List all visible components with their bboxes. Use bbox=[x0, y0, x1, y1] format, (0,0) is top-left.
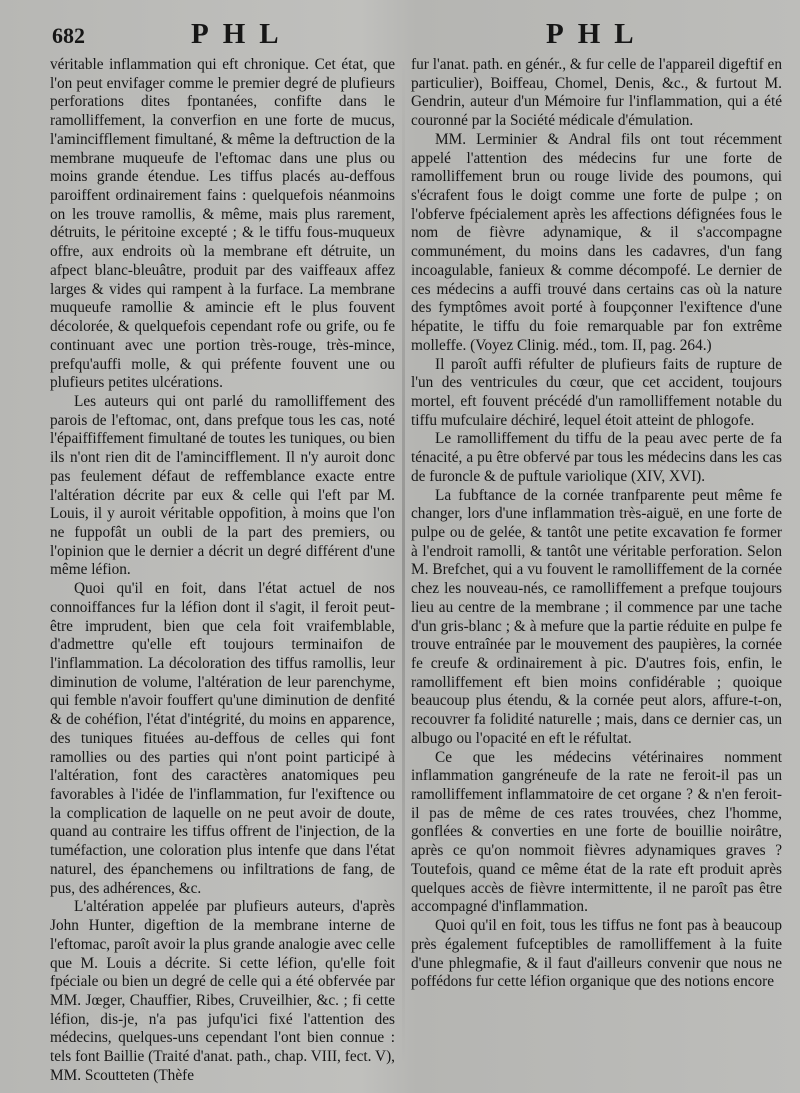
left-page-header bbox=[52, 18, 400, 58]
page-number: 682 bbox=[52, 23, 85, 48]
paragraph: Quoi qu'il en foit, tous les tiffus ne font pas à beaucoup près également fufceptibles de ramolliffement à la fuite d'une phlegmafie, & il faut d'ailleurs convenir que nous ne poffédons fur cette léfion organique que des notions encore bbox=[411, 917, 782, 991]
paragraph: véritable inflammation qui eft chronique. Cet état, que l'on peut envifager comme le premier degré de plufieurs perforations dites fpontanées, confifte dans le ramolliffement, la converfion en une forte de mucus, l'amincifflement fimultané, & même la deftruction de la membrane muqueufe de l'eftomac dans une plus ou moins grande étendue. Les tiffus placés au-deffous paroiffent ordinairement fains : quelquefois néanmoins on les trouve ramollis, & même, mais plus rarement, détruits, le péritoine excepté ; & le tiffu fous-muqueux offre, aux endroits où la membrane eft détruite, un afpect blanc-bleuâtre, produit par des vaiffeaux affez larges & vides qui rampent à la furface. La membrane muqueufe ramollie & amincie eft le plus fouvent décolorée, & quelquefois cependant rofe ou grife, ou fe continuant avec une portion très-rouge, très-mince, prefqu'auffi molle, & qui préfente fouvent une ou plufieurs petites ulcérations. bbox=[50, 56, 395, 392]
left-text-column bbox=[50, 56, 395, 1086]
paragraph: L'altération appelée par plufieurs auteurs, d'après John Hunter, digeftion de la membrane interne de l'eftomac, paroît avoir la plus grande analogie avec celle que M. Louis a décrite. Si cette léfion, qu'elle foit fpéciale ou bien un degré de celle qui a été obfervée par MM. Jœger, Chauffier, Ribes, Cruveilhier, &c. ; fi cette léfion, dis-je, n'a pas jufqu'ici fixé l'attention des médecins, quelques-uns cependant l'ont bien connue : tels font Baillie (Traité d'anat. path., chap. VIII, fect. V), MM. Scoutteten (Thèfe bbox=[50, 898, 395, 1084]
paragraph: Quoi qu'il en foit, dans l'état actuel de nos connoiffances fur la léfion dont il s'agit, il feroit peut-être imprudent, bien que cela foit vraifemblable, d'admettre qu'elle eft toujours terminaifon de l'inflammation. La décoloration des tiffus ramollis, leur diminution de volume, l'altération de leur parenchyme, qui femble n'avoir fouffert qu'une diminution de denfité & de cohéfion, l'état d'intégrité, du moins en apparence, des tuniques fituées au-deffous de celles qui font ramollies ou des parties qui n'ont point participé à l'altération, font des caractères anatomiques peu favorables à l'idée de l'inflammation, fur l'exiftence ou la complication de laquelle on ne peut avoir de doute, quand au contraire les tiffus offrent de l'injection, de la tuméfaction, une coloration plus intenfe que dans l'état naturel, des épanchemens ou infiltrations de fang, de pus, des adhérences, &c. bbox=[50, 580, 395, 897]
column-gutter bbox=[402, 56, 405, 1066]
paragraph: MM. Lerminier & Andral fils ont tout récemment appelé l'attention des médecins fur une forte de ramolliffement brun ou rouge livide des poumons, qui s'écrafent fous le doigt comme une forte de pulpe ; on l'obferve fpécialement après les affections défignées fous le nom de fièvre adynamique, & il s'accompagne communément, du moins dans les cadavres, d'un fang incoagulable, fanieux & comme décompofé. Le dernier de ces médecins a auffi trouvé dans certains cas où la nature des fymptômes avoit porté à foupçonner l'exiftence d'une hépatite, le tiffu du foie remarquable par fon extrême molleffe. (Voyez Clinig. méd., tom. II, pag. 264.) bbox=[411, 130, 782, 354]
paragraph: Il paroît auffi réfulter de plufieurs faits de rupture de l'un des ventricules du cœur, que cet accident, toujours mortel, eft fouvent précédé d'un ramolliffement notable du tiffu mufculaire déchiré, lequel étoit atteint de phlogofe. bbox=[411, 355, 782, 429]
paragraph: La fubftance de la cornée tranfparente peut même fe changer, lors d'une inflammation très-aiguë, en une forte de pulpe ou de gelée, & tantôt une petite excavation fe former à l'endroit ramolli, & tantôt une véritable perforation. Selon M. Brefchet, qui a vu fouvent le ramolliffement de la cornée chez les nouveau-nés, ce ramolliffement a prefque toujours lieu au centre de la membrane ; il commence par une tache d'un gris-blanc ; & à mefure que la partie réduite en pulpe fe trouve entraînée par le mouvement des paupières, la cornée fe creufe & ordinairement à pic. D'autres fois, enfin, le ramolliffement eft bien moins confidérable ; quoique beaucoup plus étendu, & la cornée peut alors, affure-t-on, recouvrer fa folidité naturelle ; mais, dans ce dernier cas, un albugo ou l'opacité en eft le réfultat. bbox=[411, 486, 782, 747]
right-text-column bbox=[411, 56, 782, 992]
running-head-left: PHL bbox=[191, 18, 293, 50]
paragraph: Le ramolliffement du tiffu de la peau avec perte de fa ténacité, a pu être obfervé par tous les médecins dans les cas de furoncle & de puftule variolique (XIV, XVI). bbox=[411, 430, 782, 485]
right-page-header bbox=[412, 18, 780, 58]
paragraph: Les auteurs qui ont parlé du ramolliffement des parois de l'eftomac, ont, dans prefque tous les cas, noté l'épaiffiffement fimultané de toutes les tuniques, ou bien ils n'ont rien dit de l'amincifflement. Il n'y auroit donc pas feulement défaut de reffemblance exacte entre l'altération décrite par eux & celle qui l'eft par M. Louis, il y auroit véritable oppofition, à moins que l'on ne fuppofât un oubli de la part des premiers, ou l'opinion que le dernier a décrit un degré différent d'une même léfion. bbox=[50, 392, 395, 579]
paragraph: Ce que les médecins vétérinaires nomment inflammation gangréneufe de la rate ne feroit-il pas un ramolliffement inflammatoire de cet organe ? & n'en feroit-il pas de même de ces rates trouvées, chez l'homme, gonflées & converties en une forte de bouillie noirâtre, après ce qu'on nommoit fièvres adynamiques graves ? Toutefois, quand ce même état de la rate eft produit après quelques accès de fièvre intermittente, il ne paroît pas être accompagné d'inflammation. bbox=[411, 748, 782, 916]
paragraph: fur l'anat. path. en génér., & fur celle de l'appareil digeftif en particulier), Boiffeau, Chomel, Denis, &c., & furtout M. Gendrin, auteur d'un Mémoire fur l'inflammation, qui a été couronné par la Société médicale d'émulation. bbox=[411, 56, 782, 130]
running-head-right: PHL bbox=[546, 18, 648, 50]
